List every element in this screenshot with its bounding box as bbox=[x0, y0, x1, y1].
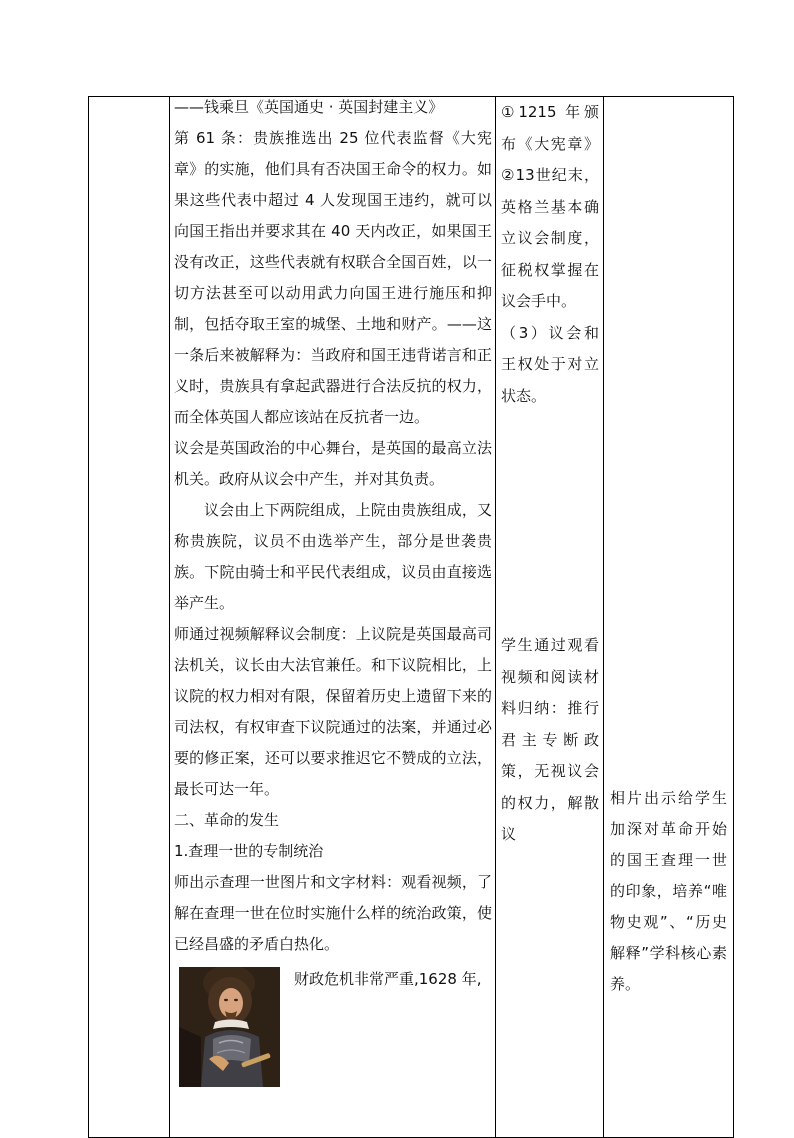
portrait-row bbox=[174, 964, 492, 1087]
parliament-houses-paragraph: 议会由上下两院组成，上院由贵族组成，又称贵族院，议员不由选举产生，部分是世袭贵族。下院由骑士和平民代表组成，议员由直接选举产生。 bbox=[174, 501, 492, 612]
section-heading: 二、革命的发生 bbox=[174, 811, 280, 829]
magna-carta-notes: ①1215 年颁布《大宪章》②13世纪末，英格兰基本确立议会制度，征税权掌握在议会手中。 bbox=[501, 103, 599, 310]
table-row bbox=[89, 97, 734, 1138]
parliament-center-paragraph: 议会是英国政治的中心舞台，是英国的最高立法机关。政府从议会中产生，并对其负责。 bbox=[174, 439, 492, 488]
student-activity-text: 学生通过观看视频和阅读材料归纳：推行君主专断政策，无视议会的权力，解散议 bbox=[501, 636, 599, 843]
teacher-shows-paragraph: 师出示查理一世图片和文字材料：观看视频，了解在查理一世在位时实施什么样的统治政策，使已经昌盛的矛盾白热化。 bbox=[174, 873, 492, 953]
design-intent-cell bbox=[604, 97, 734, 1138]
subsection-heading: 1.查理一世的专制统治 bbox=[174, 842, 324, 860]
source-citation: ——钱乘旦《英国通史 · 英国封建主义》 bbox=[174, 98, 444, 116]
point-3-note: （3）议会和王权处于对立状态。 bbox=[501, 323, 599, 405]
section-cell bbox=[89, 97, 170, 1138]
portrait-of-charles-i-icon bbox=[179, 967, 280, 1087]
student-activity-cell bbox=[496, 97, 604, 1138]
teaching-content-cell bbox=[170, 97, 496, 1138]
design-intent-text: 相片出示给学生加深对革命开始的国王查理一世的印象，培养“唯物史观”、“历史解释”学科核心素养。 bbox=[610, 789, 727, 993]
magna-carta-article-61: 第 61 条：贵族推选出 25 位代表监督《大宪章》的实施，他们具有否决国王命令的权力。如果这些代表中超过 4 人发现国王违约，就可以向国王指出并要求其在 40 天内改正，如果国王没有改正，这些代表就有权联合全国百姓，以一切方法甚至可以动用武力向国王进行施压和抑制，包括夺取王室的城堡、土地和财产。——这一条后来被解释为：当政府和国王违背诺言和正义时，贵族具有拿起武器进行合法反抗的权力，而全体英国人都应该站在反抗者一边。 bbox=[174, 129, 492, 426]
teacher-video-paragraph: 师通过视频解释议会制度：上议院是英国最高司法机关，议长由大法官兼任。和下议院相比，上议院的权力相对有限，保留着历史上遗留下来的司法权，有权审查下议院通过的法案，并通过必要的修正案，还可以要求推迟它不赞成的立法，最长可达一年。 bbox=[174, 625, 492, 798]
portrait-caption: 财政危机非常严重,1628 年, bbox=[294, 970, 482, 988]
lesson-plan-table bbox=[88, 96, 734, 1138]
